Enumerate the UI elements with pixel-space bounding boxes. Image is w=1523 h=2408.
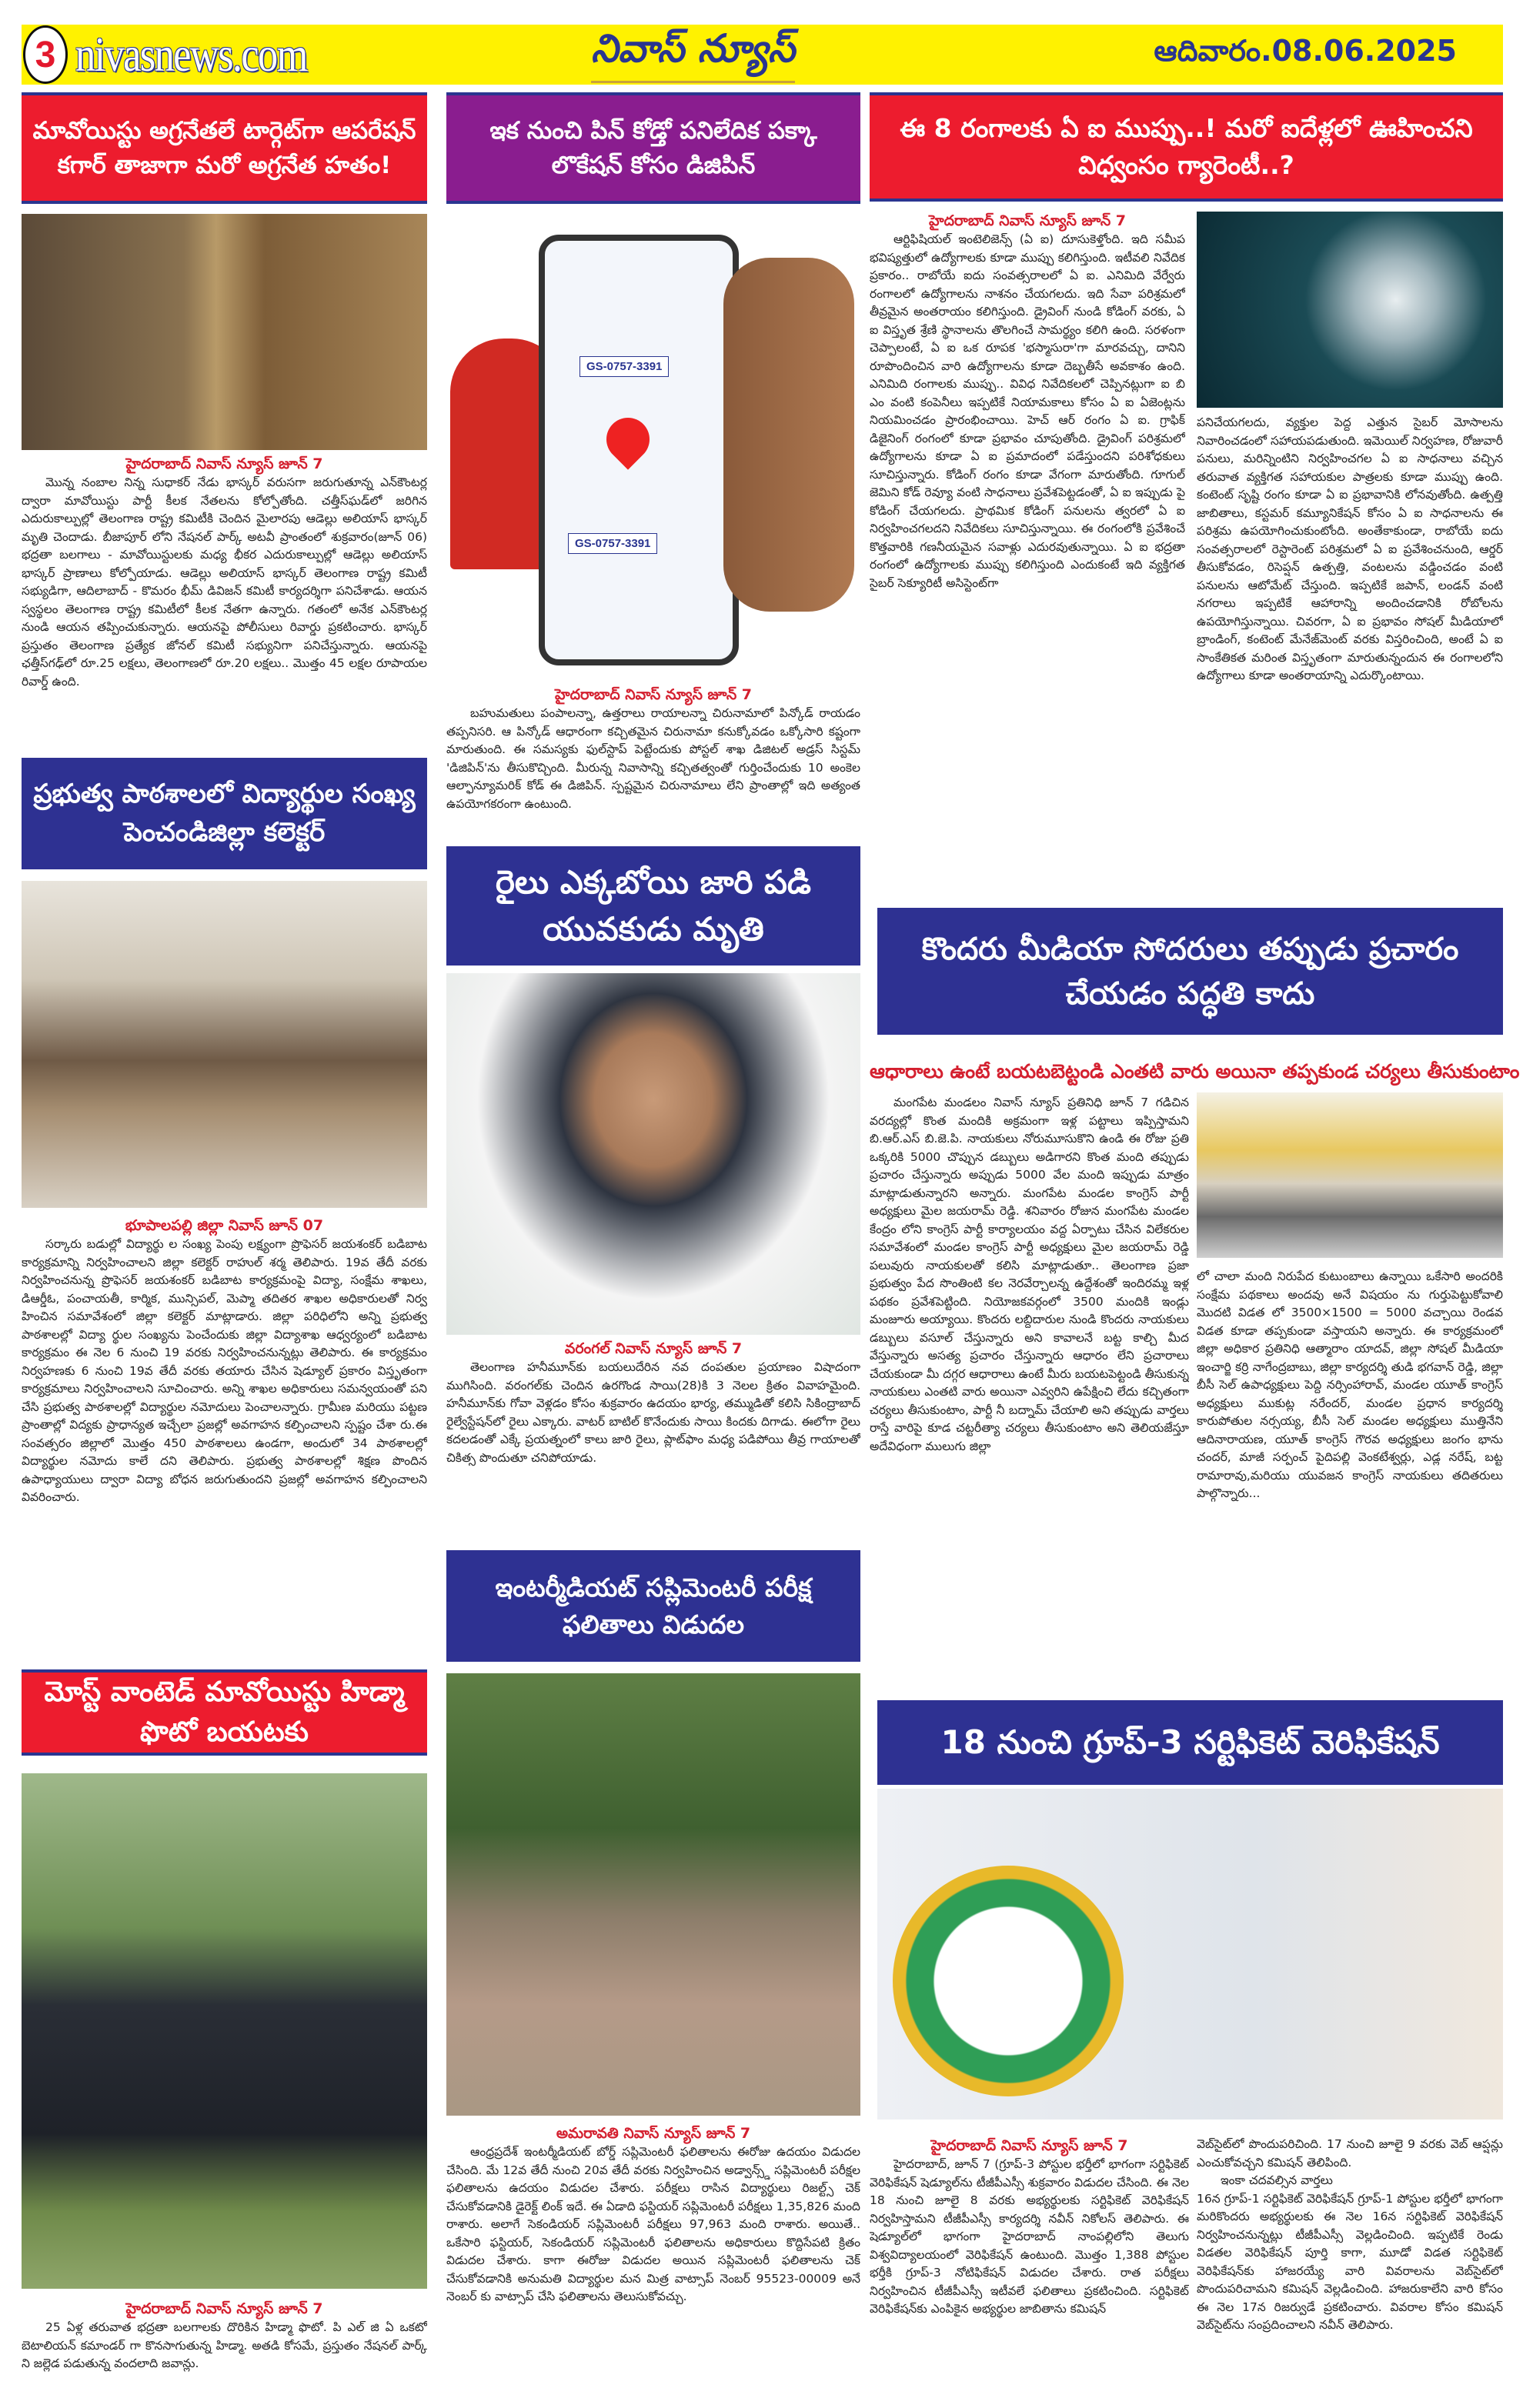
article-continued	[1197, 2136, 1503, 2382]
tspsc-seal-logo	[893, 1866, 1124, 2096]
location-pin-icon	[597, 409, 658, 469]
headline-ai: ఈ 8 రంగాలకు ఏ ఐ ముప్పు..! మరో ఐదేళ్లలో ఊహించని విధ్వంసం గ్యారెంటీ..?	[870, 92, 1503, 202]
article-body: బహుమతులు పంపాలన్నా, ఉత్తరాలు రాయాలన్నా చిరునామాలో పిన్కోడ్ రాయడం తప్పనిసరి. ఆ పిన్కోడ్ ఆధారంగా కచ్చితమైన చిరునామా కనుక్కోవడం ఒక్కోసారి కష్టంగా మారుతుంది. ఈ సమస్యకు ఫుల్‌స్టాప్ పెట్టేందుకు పోస్టల్ శాఖ డిజిటల్ అడ్రస్ సిస్టమ్ 'డిజిపిన్'ను తీసుకొచ్చింది. మీరున్న నివాసాన్ని కచ్చితత్వంతో గుర్తించేందుకు 10 అంకెల ఆల్ఫాన్యూమరిక్ కోడ్ ఈ డిజిపిన్. స్పష్టమైన చిరునామాలు లేని ప్రాంతాల్లో ఇది అత్యంత ఉపయోగకరంగా ఉంటుంది.	[446, 706, 860, 811]
article-body: సర్కారు బడుల్లో విద్యార్థు ల సంఖ్య పెంపు లక్ష్యంగా ప్రొఫెసర్ జయశంకర్ బడిబాట కార్యక్రమాన్ని నిర్వహించాలని జిల్లా కలెక్టర్ రాహుల్ శర్మ తెలిపారు. 19వ తేదీ వరకు నిర్వహించనున్న ప్రొఫెసర్ జయశంకర్ బడిబాట కార్యక్రమంపై విద్యా, సంక్షేమ శాఖలు, డిఆర్డీఓ, పంచాయతీ, కార్మిక, మున్సిపల్, మెప్మా తదితర శాఖల అధికారులతో నిర్వ హించిన సమావేశంలో జిల్లా కలెక్టర్ మాట్లాడారు. జిల్లా పరిధిలోని అన్ని ప్రభుత్వ పాఠశాలల్లో విద్యా ర్థుల సంఖ్యను పెంచేందుకు జిల్లా విద్యాశాఖ ఆధ్వర్యంలో బడిబాట కార్యక్రమం ఈ నెల 6 నుంచి 19 వరకు నిర్వహించనున్నట్లు తెలిపారు. ఈ కార్యక్రమం నిర్వహణకు 6 నుంచి 19వ తేదీ వరకు తయారు చేసిన షెడ్యూల్ ప్రకారం విస్తృతంగా కార్యక్రమాలు నిర్వహించాలని సూచించారు. అన్ని శాఖల అధికారులు సమన్వయంతో పని చేసి ప్రభుత్వ పాఠశాలల్లో విద్యార్థుల నమోదులు పెంచాలన్నారు. గ్రామీణ మరియు పట్టణ ప్రాంతాల్లో విద్యకు ప్రాధాన్యత ఇచ్చేలా ప్రజల్లో అవగాహన కల్పించాలని స్పష్టం చేశా రు.ఈ సంవత్సరం జిల్లాలో మొత్తం 450 పాఠశాలలు ఉండగా, అందులో 34 పాఠశాలల్లో విద్యార్థుల నమోదు కాలే దని తెలిపారు. ప్రభుత్వ పాఠశాలల్లో శిక్షణ పొందిన ఉపాధ్యాయులు ద్వారా విద్యా బోధన జరుగుతుందని ప్రజల్లో అవగాహన కల్పించాలని వివరించారు.	[22, 1237, 427, 1504]
site-name[interactable]: nivasnews.com	[75, 27, 307, 82]
article-body: ఆంధ్రప్రదేశ్ ఇంటర్మీడియట్ బోర్డ్ సప్లిమెంటరీ ఫలితాలను ఈరోజు ఉదయం విడుదల చేసింది. మే 12వ తేదీ నుంచి 20వ తేదీ వరకు నిర్వహించిన అడ్వాన్స్డ్ సప్లిమెంటరీ పరీక్షల ఫలితాలను ఉదయం విడుదల చేశారు. పరీక్షలు రాసిన విద్యార్థులు రిజల్ట్స్ చెక్ చేసుకోవడానికి డైరెక్ట్ లింక్ ఇదే. ఈ ఏడాది ఫస్టియర్ సప్లిమెంటరీ పరీక్షలు 1,35,826 మంది రాశారు. అలాగే సెకండియర్ సప్లిమెంటరీ పరీక్షలు 97,963 మంది రాశారు. అయితే.. ఒకేసారి ఫస్టియర్, సెకండియర్ సప్లిమెంటరీ ఫలితాలను అధికారులు కొద్దిసేపటి క్రితం విడుదల చేశారు. కాగా ఈరోజు విడుదల అయిన సప్లిమెంటరీ ఫలితాలను చెక్ చేసుకోవడానికి అనుమతి విద్యార్థుల మన మిత్ర వాట్సాప్ నెంబర్ 95523-00009 అనే నెంబర్ కు వాట్సాప్ చేసి ఫలితాలను తెలుసుకోవచ్చు.	[446, 2145, 860, 2303]
ai-robot-photo	[1197, 212, 1503, 408]
issue-date: ఆదివారం.08.06.2025	[1154, 34, 1457, 68]
article-body: లో చాలా మంది నిరుపేద కుటుంబాలు ఉన్నాయి ఒకేసారి అందరికి సంక్షేమ పథకాలు అందవు అనే విషయం ను గుర్తుపెట్టుకోవాలి మొదటి విడత లో 3500×1500 = 5000 వచ్చాయి రెండవ విడత కూడా తప్పకుండా వస్తాయని అన్నారు. ఈ కార్యక్రమంలో జిల్లా అధికార ప్రతినిధి ఆత్మారాం యాదవ్, జిల్లా సోషల్ మీడియా ఇంచార్జి కర్రి నాగేంద్రబాబు, జిల్లా కార్యదర్శి తుడి భగవాన్ రెడ్డి, జిల్లా బీసీ సెల్ ఉపాధ్యక్షులు పెద్ది నర్సింహారావ్, మండల యూత్ కాంగ్రెస్ అధ్యక్షులు ముకుట్ల నరేందర్, మండల ప్రధాన కార్యదర్శి కారుపోతుల నర్సయ్య, బీసీ సెల్ మండల అధ్యక్షులు ముత్తినేని ఆదినారాయణ, యూత్ కాంగ్రెస్ గౌరవ అధ్యక్షులు జంగం భాను చందర్, మాజీ సర్పంచ్ పైదిపల్లి వెంకటేశ్వర్లు, ఎడ్ల నరేష్, బట్ట రామారావు,మరియు యువజన కాంగ్రెస్ నాయకులు తదితరులు పాల్గొన్నారు...	[1197, 1269, 1503, 1500]
headline-media: కొందరు మీడియా సోదరులు తప్పుడు ప్రచారం చేయడం పద్ధతి కాదు	[877, 908, 1503, 1035]
digipin-illustration	[446, 212, 860, 681]
dateline: హైదరాబాద్ నివాస్ న్యూస్ జూన్ 7	[929, 212, 1126, 229]
dateline: అమరావతి నివాస్ న్యూస్ జూన్ 7	[556, 2125, 751, 2142]
article-body: ఆర్టిఫిషియల్ ఇంటెలిజెన్స్ (ఏ ఐ) దూసుకెళ్తోంది. ఇది సమీప భవిష్యత్తులో ఉద్యోగాలకు కూడా ముప్పు కలిగిస్తుంది. ఇటీవలి నివేదిక ప్రకారం.. రాబోయే ఐదు సంవత్సరాలలో ఏ ఐ. ఎనిమిది వేర్వేరు రంగాలలో ఉద్యోగాలను నాశనం చేయగలదు. ఇది సేవా పరిశ్రమలో తీవ్రమైన అంతరాయం కలిగిస్తుంది. డ్రైవింగ్ నుండి కోడింగ్ వరకు, ఏ ఐ విస్తృత శ్రేణి స్థానాలను తొలగించే సామర్థ్యం కలిగి ఉంది. సరళంగా చెప్పాలంటే, ఏ ఐ ఒక రూపక 'భస్మాసురా'గా మారవచ్చు, దానిని రూపొందించిన వారి ఉద్యోగాలను కూడా దెబ్బతీసే అవకాశం ఉంది. ఎనిమిది రంగాలకు ముప్పు.. వివిధ నివేదికలలో చెప్పినట్లుగా ఐ బి ఎం వంటి కంపెనీలు ఇప్పటికే నియామకాలు కోసం ఏ ఐ ఏజెంట్లను నియమించడం ప్రారంభించాయి. హెచ్ ఆర్ రంగం ఏ ఐ. గ్రాఫిక్ డిజైనింగ్ రంగంలో కూడా ప్రభావం చూపుతోంది. డ్రైవింగ్ పరిశ్రమలో ఉద్యోగాలను కూడా ఏ ఐ ప్రమాదంలో పడేస్తుందని పరిశోధకులు సూచిస్తున్నారు. కోడింగ్ రంగం కూడా వేగంగా మారుతోంది. గూగుల్ జెమిని కోడ్ రెవ్యూ వంటి సాధనాలు ప్రవేశపెట్టడంతో, ఏ ఐ ఇప్పుడు పై కోడింగ్ చేయగలదు. ప్రాథమిక కోడింగ్ పనులను త్వరలో ఏ ఐ నిర్వహించగలదని నివేదికలు సూచిస్తున్నాయి. ఈ రంగంలోకి ప్రవేశించే కొత్తవారికి గణనీయమైన సవాళ్లు ఎదురవుతున్నాయి. ఏ ఐ భద్రతా రంగంలో ఉద్యోగాలకు ముప్పు కలిగిస్తుంది ఎందుకంటే ఇది వ్యక్తిగత సైబర్ సెక్యూరిటీ అసిస్టెంట్‌గా	[870, 232, 1185, 590]
dateline: హైదరాబాద్ నివాస్ న్యూస్ జూన్ 7	[930, 2137, 1128, 2154]
headline-digipin: ఇక నుంచి పిన్ కోడ్తో పనిలేదిక పక్కా లొకేషన్ కోసం డిజిపిన్	[446, 92, 860, 204]
headline-train: రైలు ఎక్కబోయి జారి పడి యువకుడు మృతి	[446, 846, 860, 966]
hand-image	[723, 258, 854, 612]
dateline: హైదరాబాద్ నివాస్ న్యూస్ జూన్ 7	[555, 686, 752, 703]
newspaper-logo: నివాస్ న్యూస్	[591, 26, 795, 83]
students-photo	[446, 1673, 860, 2116]
maoist-operation-photo	[22, 214, 427, 450]
dateline: హైదరాబాద్ నివాస్ న్యూస్ జూన్ 7	[125, 2300, 323, 2317]
headline-hidma: మోస్ట్ వాంటెడ్ మావోయిస్టు హిడ్మా ఫొటో బయటకు	[22, 1669, 427, 1756]
subheadline: ఆధారాలు ఉంటే బయటబెట్టండి ఎంతటి వారు అయినా తప్పకుండ చర్యలు తీసుకుంటాం	[870, 1060, 1520, 1082]
headline-schools: ప్రభుత్వ పాఠశాలలో విద్యార్థుల సంఖ్య పెంచండిజిల్లా కలెక్టర్	[22, 758, 427, 869]
article-body: 16న గ్రూప్-1 సర్టిఫికెట్ వెరిఫికేషన్ గ్రూప్-1 పోస్టుల భర్తీలో భాగంగా మరికొందరు అభ్యర్థులకు ఈ నెల 16న సర్టిఫికెట్ వెరిఫికేషన్ నిర్వహించనున్నట్లు టీజీపీఎస్సీ వెల్లడించింది. ఇప్పటికే రెండు విడతల వెరిఫికేషన్ పూర్తి కాగా, మూడో విడత సర్టిఫికెట్ వెరిఫికేషన్‌కు హాజరయ్యే వారి వివరాలను వెబ్‌సైట్‌లో పొందుపరిచామని కమిషన్ వెల్లడించింది. హాజరుకాలేని వారి కోసం ఈ నెల 17న రిజర్వుడే ప్రకటించారు. వివరాల కోసం కమిషన్ వెబ్‌సైట్‌ను సంప్రదించాలని నవీన్ తెలిపారు.	[1197, 2191, 1503, 2332]
masthead	[22, 25, 1503, 85]
article-body: తెలంగాణ హనీమూన్‌కు బయలుదేరిన నవ దంపతుల ప్రయాణం విషాదంగా ముగిసింది. వరంగల్‌కు చెందిన ఉరగొండ సాయి(28)కి 3 నెలల క్రితం వివాహమైంది. హనీమూన్‌కు గోవా వెళ్లడం కోసం శుక్రవారం ఉదయం భార్య, తమ్ముడితో కలిసి సికింద్రాబాద్ రైల్వేస్టేషన్‌లో రైలు ఎక్కారు. వాటర్ బాటిల్ కొనేందుకు సాయి కిందకు దిగాడు. ఈలోగా రైలు కదలడంతో ఎక్కే ప్రయత్నంలో కాలు జారి రైలు, ప్లాట్‌ఫాం మధ్య పడిపోయి తీవ్ర గాయాలతో చికిత్స పొందుతూ చనిపోయాడు.	[446, 1360, 860, 1465]
article-body: హైదరాబాద్, జూన్ 7 (గ్రూప్-3 పోస్టుల భర్తీలో భాగంగా సర్టిఫికెట్ వెరిఫికేషన్ షెడ్యూల్‌ను టీజీపీఎస్సీ శుక్రవారం విడుదల చేసింది. ఈ నెల 18 నుంచి జూలై 8 వరకు అభ్యర్థులకు సర్టిఫికెట్ వెరిఫికేషన్ నిర్వహిస్తామని టీజీపీఎస్సీ కార్యదర్శి నవీన్ నికోలస్ తెలిపారు. ఈ షెడ్యూల్‌లో భాగంగా హైదరాబాద్ నాంపల్లిలోని తెలుగు విశ్వవిద్యాలయంలో వెరిఫికేషన్ ఉంటుంది. మొత్తం 1,388 పోస్టుల భర్తీకి గ్రూప్-3 నోటిఫికేషన్ విడుదల చేశారు. రాత పరీక్షలు నిర్వహించిన టీజీపీఎస్సీ ఇటీవలే ఫలితాలు ప్రకటించింది. సర్టిఫికెట్ వెరిఫికేషన్‌కు ఎంపికైన అభ్యర్థుల జాబితాను కమిషన్	[870, 2157, 1189, 2316]
article-body: మొన్న నంబాల నిన్న సుధాకర్ నేడు భాస్కర్ వరుసగా జరుగుతూన్న ఎన్‌కౌంటర్ల ద్వారా మావోయిస్టు పార్టీ కీలక నేతలను కోల్పోతోంది. చత్తీస్‌ఘడ్‌లో జరిగిన ఎదురుకాల్పుల్లో తెలంగాణ రాష్ట్ర కమిటీకి చెందిన మైలారపు ఆడెల్లు అలియాస్ భాస్కర్ మృతి చెందాడు. బీజాపూర్ లోని నేషనల్ పార్క్ అటవీ ప్రాంతంలో శుక్రవారం(జూన్ 06) భద్రతా బలగాలు - మావోయిస్టులకు మధ్య భీకర ఎదురుకాల్పుల్లో ఆడెల్లు అలియాస్ భాస్కర్ ప్రాణాలు కోల్పోయాడు. ఆడెల్లు అలియాస్ భాస్కర్ తెలంగాణ రాష్ట్ర కమిటీ సభ్యుడిగా, ఆదిలాబాద్ - కొమరం భీమ్ డివిజన్ కమిటీ కార్యదర్శిగా పనిచేశాడు. ఆయన స్వస్థలం తెలంగాణ రాష్ట్ర కమిటీలో కీలక నేతగా ఉన్నారు. గతంలో అనేక ఎన్‌కౌంటర్ల నుండి ఆయన తప్పించుకున్నారు. ఆయనపై పోలీసులు రివార్డు ప్రకటించారు. భాస్కర్ ప్రస్తుతం తెలంగాణ ప్రత్యేక జోనల్ కమిటీ సభ్యునిగా పనిచేస్తున్నారు. ఆయనపై ఛత్తీస్‌గఢ్‌లో రూ.25 లక్షలు, తెలంగాణలో రూ.20 లక్షలు.. మొత్తం 45 లక్షల రూపాయల రివార్డ్ ఉంది.	[22, 475, 427, 689]
page-number: 3	[23, 25, 68, 84]
article-body: మంగపేట మండలం నివాస్ న్యూస్ ప్రతినిధి జూన్ 7 గడిచిన వరద్యల్లో కొంత మందికి అక్రమంగా ఇళ్ల పట్టాలు ఇప్పిస్తామని బి.ఆర్.ఎస్ బి.జె.పి. నాయకులు నోరుమూసుకొని ఉండి ఈ రోజు ప్రతి ఒక్కరికి 5000 చొప్పున డబ్బులు అడిగారని కొంత మంది తప్పుడు ప్రచారం చేస్తున్నారు అప్పుడు 5000 వేల మంది ఇప్పుడు మాత్రం మాట్లాడుతున్నారని అన్నారు. మంగపేట మండల కాంగ్రెస్ పార్టీ అధ్యక్షులు మైల జయరామ్ రెడ్డి. శనివారం రోజున మంగపేట మండల కేంద్రం లోని కాంగ్రెస్ పార్టీ కార్యాలయం వద్ద ఏర్పాటు చేసిన విలేకరుల సమావేశంలో మండల కాంగ్రెస్ పార్టీ అధ్యక్షులు మైల జయరామ్ రెడ్డి పలువురు నాయకులతో కలిసి మాట్లాడుతూ.. తెలంగాణ ప్రజా ప్రభుత్వం పేద సొంతింటి కల నెరవేర్చాలన్న ఉద్దేశంతో ఇందిరమ్మ ఇళ్ల పథకం ప్రవేశపెట్టింది. నియోజకవర్గంలో 3500 మందికి ఇండ్లు మంజూరు అయ్యాయి. కొందరు లబ్దిదారుల నుండి కొందరు నాయకులు డబ్బులు వసూల్ చేస్తున్నారు అని కావాలనే బట్ట కాల్చి మీద వేస్తున్నారు అసత్య ప్రచారం చేస్తున్నారు ఆధారం లేని ప్రచారాలు చేయకుండా మీ దగ్గర ఆధారాలు ఉంటే మీరు బయటపెట్టండి తీసుకున్న నాయకులు ఎంతటి వారు అయినా ఎవ్వరిని ఉపేక్షించి లేదు కచ్చితంగా చర్యలు తీసుకుంటాం, పార్టీ నీ బద్నామ్ చేయాలి అని తప్పుడు వార్తలు రాస్తే వారిపై కూడ చట్టరీత్యా చర్యలు తీసుకుంటాం అని తెలియజేస్తూ అదేవిధంగా ములుగు జిల్లా	[870, 1096, 1189, 1453]
digipin-code: GS-0757-3391	[579, 356, 669, 377]
dateline: హైదరాబాద్ నివాస్ న్యూస్ జూన్ 7	[125, 455, 323, 472]
dateline: భూపాలపల్లి జిల్లా నివాస్ జూన్ 07	[125, 1217, 324, 1234]
dateline: వరంగల్ నివాస్ న్యూస్ జూన్ 7	[564, 1340, 743, 1357]
tspsc-photo	[877, 1789, 1503, 2120]
headline-inter: ఇంటర్మీడియట్ సప్లిమెంటరీ పరీక్ష ఫలితాలు విడుదల	[446, 1550, 860, 1662]
hidma-photo	[22, 1773, 427, 2289]
phone-map	[539, 235, 739, 665]
article-body: 25 ఏళ్ల తరువాత భద్రతా బలగాలకు దొరికిన హిడ్మా ఫొటో. పి ఎల్ జి ఏ ఒకటో బెటాలియన్ కమాండర్ గా కొనసాగుతున్న హిడ్మా. అతడి కోసమే, ప్రస్తుతం నేషనల్ పార్క్ ని జల్లెడ పడుతున్న వందలాది జవాన్లు.	[22, 2320, 427, 2370]
more-news-label: ఇంకా చదవల్సిన వార్తలు	[1221, 2173, 1333, 2187]
headline-group3: 18 నుంచి గ్రూప్-3 సర్టిఫికెట్ వెరిఫికేషన్	[877, 1700, 1503, 1785]
digipin-code: GS-0757-3391	[568, 533, 657, 554]
press-meet-photo	[1197, 1092, 1503, 1258]
article-body: పనిచేయగలదు, వ్యక్తుల పెద్ద ఎత్తున సైబర్ మోసాలను నివారించడంలో సహాయపడుతుంది. ఇమెయిల్ నిర్వహణ, రోజువారీ పనులు, మరిన్నింటిని నిర్వహించగల ఏ ఐ సాధనాలు వచ్చిన తరువాత వ్యక్తిగత సహాయకుల పాత్రలకు కూడా ముప్పు ఉంది. కంటెంట్ సృష్టి రంగం కూడా ఏ ఐ ప్రభావానికి లోనవుతోంది. ఉత్పత్తి జాబితాలు, కస్టమర్ కమ్యూనికేషన్ కోసం ఏ ఐ సాధనాలను ఈ పరిశ్రమ ఉపయోగించుకుంటోంది. అంతేకాకుండా, రాబోయే ఐదు సంవత్సరాలలో రెస్టారెంట్ పరిశ్రమలో ఏ ఐ ప్రవేశించనుంది, ఆర్డర్ తీసుకోవడం, రిసెప్షన్ ఉత్పత్తి, వంటలను వడ్డించడం వంటి పనులను ఆటోమేట్ చేస్తుంది. ఇప్పటికే జపాన్, లండన్ వంటి నగరాలు ఇప్పటికే ఆహారాన్ని అందించడానికి రోబోలను ఉపయోగిస్తున్నాయి. చివరగా, ఏ ఐ ప్రభావం సోషల్ మీడియాలో బ్రాండింగ్, కంటెంట్ మేనేజ్‌మెంట్ వరకు విస్తరించింది, అంటే ఏ ఐ సాంకేతికత మరింత విస్తృతంగా మారుతున్నందున ఈ రంగాలలోని ఉద్యోగాలు కూడా అంతరాయాన్ని ఎదుర్కొంటాయి.	[1197, 415, 1503, 682]
youth-photo	[446, 973, 860, 1335]
headline-maoist: మావోయిస్టు అగ్రనేతలే టార్గెట్‌గా ఆపరేషన్ కగార్ తాజాగా మరో అగ్రనేత హతం!	[22, 92, 427, 204]
collector-meeting-photo	[22, 881, 427, 1208]
article-body: వెబ్‌సైట్‌లో పొందుపరిచింది. 17 నుంచి జూలై 9 వరకు వెబ్ ఆప్షన్లు ఎంచుకోవచ్చని కమిషన్ తెలిపింది.	[1197, 2137, 1503, 2170]
